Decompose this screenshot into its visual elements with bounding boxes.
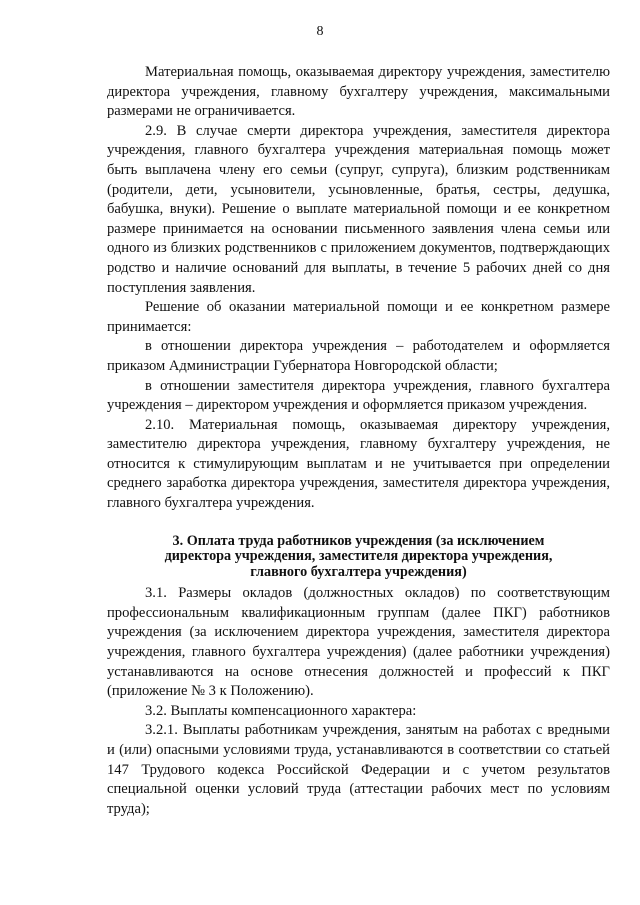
paragraph-1: Материальная помощь, оказываемая директору учреждения, заместителю директора учреждения, главному бухгалтеру учреждения, максимальными размерами не ограничивается.	[107, 64, 610, 120]
page-number: 8	[316, 24, 324, 39]
paragraph-3-2: 3.2. Выплаты компенсационного характера:	[145, 702, 417, 719]
paragraph-director: в отношении директора учреждения – работодателем и оформляется приказом Администрации Губернатора Новгородской области;	[107, 338, 610, 374]
paragraph-decision: Решение об оказании материальной помощи и ее конкретном размере принимается:	[107, 299, 610, 335]
heading-line-3: главного бухгалтера учреждения)	[250, 563, 467, 580]
paragraph-3-2-1: 3.2.1. Выплаты работникам учреждения, занятым на работах с вредными и (или) опасными условиями труда, устанавливаются в соответствии со статьей 147 Трудового кодекса Российской Федерации и с учетом результатов специальной оценки условий труда (аттестации рабочих мест по условиям труда);	[107, 722, 610, 817]
document-body	[107, 63, 610, 819]
paragraph-2-9: 2.9. В случае смерти директора учреждения, заместителя директора учреждения, главного бухгалтера учреждения материальная помощь может быть выплачена члену его семьи (супруг, супруга), близким родственникам (родители, дети, усыновители, усыновленные, братья, сестры, дедушка, бабушка, внуки). Решение о выплате материальной помощи и ее конкретном размере принимается на основании письменного заявления члена семьи или одного из близких родственников с приложением документов, подтверждающих родство и наличие оснований для выплаты, в течение 5 рабочих дней со дня поступления заявления.	[107, 122, 610, 296]
paragraph-deputy: в отношении заместителя директора учреждения, главного бухгалтера учреждения – директором учреждения и оформляется приказом учреждения.	[107, 377, 610, 414]
section-3-heading	[107, 534, 610, 581]
paragraph-2-10: 2.10. Материальная помощь, оказываемая директору учреждения, заместителю директора учреждения, главному бухгалтеру учреждения, не относится к стимулирующим выплатам и не учитывается при определении среднего заработка директора учреждения, заместителя директора учреждения, главного бухгалтера учреждения.	[107, 416, 610, 512]
heading-line-2: директора учреждения, заместителя директора учреждения,	[164, 548, 553, 565]
heading-line-1: 3. Оплата труда работников учреждения (за исключением	[172, 532, 545, 549]
paragraph-3-1: 3.1. Размеры окладов (должностных окладов) по соответствующим профессиональным квалификационным группам (далее ПКГ) работников учреждения (за исключением директора учреждения, заместителя директора учреждения, главного бухгалтера учреждения) (далее работники учреждения) устанавливаются на основе отнесения должностей и профессий к ПКГ (приложение № 3 к Положению).	[107, 585, 610, 700]
